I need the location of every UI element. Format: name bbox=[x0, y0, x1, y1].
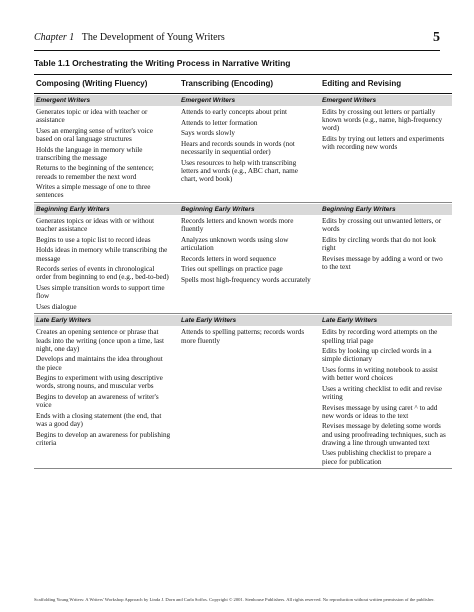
list-item: Uses resources to help with transcribing letters and words (e.g., ABC chart, name chart, word book) bbox=[181, 158, 298, 183]
writing-process-table bbox=[34, 74, 452, 469]
list-item: Records series of events in chronological order from beginning to end (e.g., bed-to-bed) bbox=[36, 265, 169, 282]
list-item: Edits by crossing out letters or partially known words (e.g., name, high-frequency word) bbox=[322, 108, 443, 133]
table-cell-editing bbox=[318, 106, 452, 202]
level-label-composing: Emergent Writers bbox=[36, 97, 91, 104]
list-item: Holds the language in memory while transcribing the message bbox=[36, 145, 143, 162]
list-item: Records letters and known words more fluently bbox=[181, 216, 294, 234]
list-item: Edits by recording word attempts on the spelling trial page bbox=[322, 328, 438, 345]
chapter-label: Chapter 1 bbox=[34, 32, 75, 43]
list-item: Edits by circling words that do not look right bbox=[322, 235, 436, 252]
list-item: Edits by crossing out unwanted letters, or words bbox=[322, 216, 442, 234]
list-item: Attends to early concepts about print bbox=[181, 108, 287, 116]
level-row bbox=[34, 204, 452, 215]
table-body bbox=[34, 95, 452, 469]
list-item: Analyzes unknown words using slow articulation bbox=[181, 235, 289, 252]
list-item: Begins to develop an awareness of writer's voice bbox=[36, 392, 159, 410]
table-cell-composing bbox=[34, 106, 177, 202]
chapter-title: The Development of Young Writers bbox=[81, 32, 225, 43]
table-section bbox=[34, 95, 452, 203]
list-item: Revises message by adding a word or two to the text bbox=[322, 254, 443, 271]
column-header-composing: Composing (Writing Fluency) bbox=[36, 79, 148, 88]
list-item: Says words slowly bbox=[181, 129, 235, 138]
table-header-row bbox=[34, 74, 452, 94]
list-item: Tries out spellings on practice page bbox=[181, 265, 283, 274]
list-item: Revises message by using caret ^ to add new words or ideas to the text bbox=[322, 403, 438, 420]
level-label-transcribing: Beginning Early Writers bbox=[181, 205, 255, 213]
level-label-composing: Beginning Early Writers bbox=[36, 205, 110, 213]
list-item: Uses simple transition words to support time flow bbox=[36, 283, 165, 301]
list-item: Hears and records sounds in words (not necessarily in sequential order) bbox=[181, 139, 295, 156]
list-item: Generates topics or ideas with or without teacher assistance bbox=[36, 216, 155, 234]
table-cell-transcribing bbox=[177, 215, 318, 313]
level-label-transcribing: Emergent Writers bbox=[181, 97, 236, 104]
table-row bbox=[34, 215, 452, 313]
list-item: Begins to develop an awareness for publishing criteria bbox=[36, 430, 171, 447]
table-cell-composing bbox=[34, 215, 177, 313]
list-item: Revises message by deleting some words and using proofreading techniques, such as drawing a line through unwanted text bbox=[322, 422, 446, 447]
column-header-editing: Editing and Revising bbox=[322, 79, 402, 88]
table-cell-editing bbox=[318, 326, 452, 468]
list-item: Writes a simple message of one to three sentences bbox=[36, 183, 151, 200]
list-item: Returns to the beginning of the sentence; rereads to remember the next word bbox=[36, 164, 154, 181]
page-number: 5 bbox=[433, 30, 440, 45]
list-item: Attends to letter formation bbox=[181, 118, 258, 127]
list-item: Holds ideas in memory while transcribing the message bbox=[36, 246, 168, 263]
list-item: Creates an opening sentence or phrase that leads into the writing (once upon a time, last night, one day) bbox=[36, 328, 164, 353]
table-cell-composing bbox=[34, 326, 177, 468]
table-cell-transcribing bbox=[177, 326, 318, 468]
list-item: Uses an emerging sense of writer's voice based on oral language structures bbox=[36, 126, 153, 143]
level-row bbox=[34, 95, 452, 106]
table-section bbox=[34, 315, 452, 469]
level-label-editing: Beginning Early Writers bbox=[322, 205, 396, 213]
copyright-footer: Scaffolding Young Writers: A Writers' Workshop Approach by Linda J. Dorn and Carla Soffos. Copyright © 2001. Stenhouse Publishers. All rights reserved. No reproduction without written permission of the publisher. bbox=[34, 597, 435, 602]
level-label-composing: Late Early Writers bbox=[36, 317, 92, 325]
level-label-editing: Late Early Writers bbox=[322, 317, 378, 325]
list-item: Begins to use a topic list to record ideas bbox=[36, 235, 151, 244]
list-item: Begins to experiment with using descriptive words, strong nouns, and muscular verbs bbox=[36, 374, 163, 391]
level-row bbox=[34, 315, 452, 326]
level-label-editing: Emergent Writers bbox=[322, 97, 377, 104]
table-caption: Table 1.1 Orchestrating the Writing Process in Narrative Writing bbox=[34, 58, 291, 68]
header-rule bbox=[34, 50, 440, 51]
list-item: Edits by looking up circled words in a simple dictionary bbox=[322, 347, 432, 364]
list-item: Uses publishing checklist to prepare a piece for publication bbox=[322, 449, 432, 466]
column-header-transcribing: Transcribing (Encoding) bbox=[181, 79, 274, 88]
table-cell-transcribing bbox=[177, 106, 318, 202]
list-item: Uses a writing checklist to edit and revise writing bbox=[322, 384, 442, 401]
list-item: Spells most high-frequency words accurately bbox=[181, 275, 311, 284]
list-item: Uses dialogue bbox=[36, 302, 77, 311]
list-item: Edits by trying out letters and experiments with recording new words bbox=[322, 135, 445, 152]
table-section bbox=[34, 204, 452, 314]
table-cell-editing bbox=[318, 215, 452, 313]
list-item: Generates topic or idea with teacher or assistance bbox=[36, 108, 148, 125]
list-item: Records letters in word sequence bbox=[181, 254, 277, 263]
table-row bbox=[34, 106, 452, 202]
list-item: Develops and maintains the idea throughout the piece bbox=[36, 355, 163, 372]
list-item: Ends with a closing statement (the end, that was a good day) bbox=[36, 411, 162, 428]
list-item: Attends to spelling patterns; records words more fluently bbox=[181, 328, 305, 345]
chapter-heading bbox=[34, 32, 225, 43]
table-row bbox=[34, 326, 452, 468]
list-item: Uses forms in writing notebook to assist with better word choices bbox=[322, 365, 438, 383]
running-header bbox=[34, 32, 440, 48]
level-label-transcribing: Late Early Writers bbox=[181, 317, 237, 325]
